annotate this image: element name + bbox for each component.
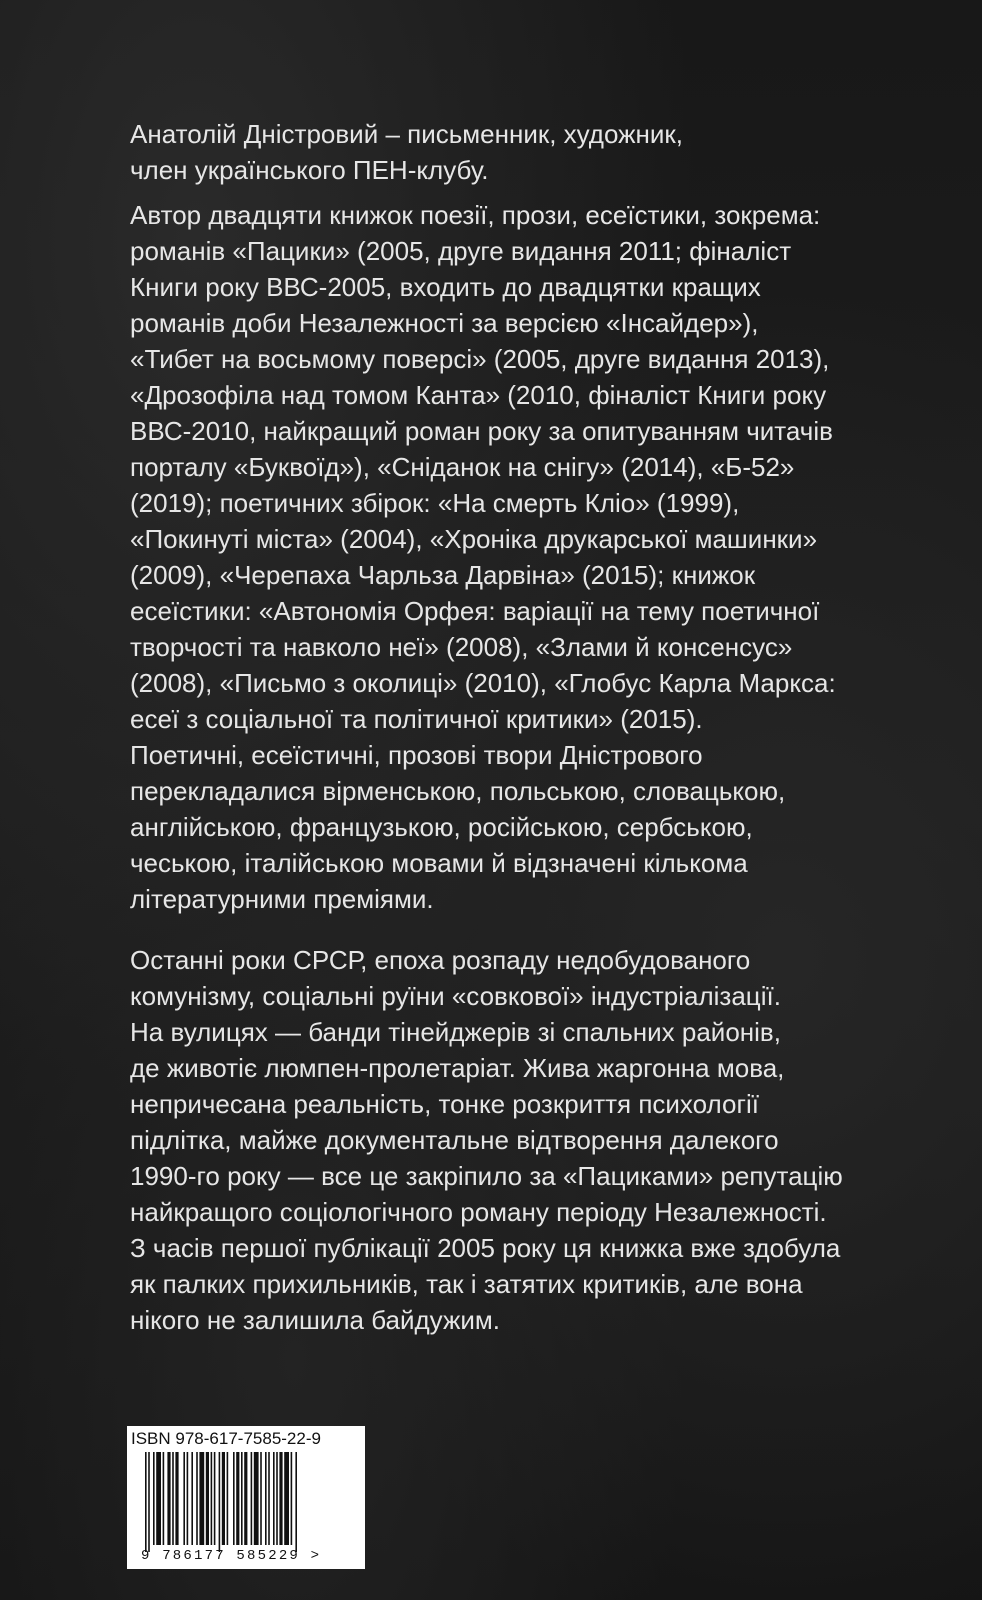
author-bibliography-line: «Дрозофіла над томом Канта» (2010, фіналіст Книги року <box>130 380 827 410</box>
barcode-bar <box>206 1452 209 1545</box>
barcode-bar <box>233 1452 235 1545</box>
book-synopsis-line: комунізму, соціальні руїни «совкової» індустріалізації. <box>130 981 781 1011</box>
author-bibliography-line: порталу «Буквоїд»), «Сніданок на снігу» (2014), «Б-52» <box>130 452 795 482</box>
book-synopsis-line: де животіє люмпен-пролетаріат. Жива жаргонна мова, <box>130 1053 785 1083</box>
barcode-bar <box>156 1452 161 1545</box>
author-intro <box>130 116 890 188</box>
book-synopsis-line: нікого не залишила байдужим. <box>130 1305 500 1335</box>
book-synopsis-line: Останні роки СРСР, епоха розпаду недобудованого <box>130 945 751 975</box>
author-bibliography-line: романів доби Незалежності за версією «Інсайдер»), <box>130 308 759 338</box>
author-bibliography-line: есеї з соціальної та політичної критики» (2015). <box>130 704 703 734</box>
barcode-bar <box>153 1452 155 1545</box>
book-synopsis-line: найкращого соціологічного роману періоду Незалежності. <box>130 1197 827 1227</box>
barcode-bar <box>183 1452 185 1545</box>
barcode-bar <box>187 1452 189 1545</box>
author-bibliography <box>130 197 890 917</box>
author-bibliography-line: «Покинуті міста» (2004), «Хроніка друкарської машинки» <box>130 524 818 554</box>
barcode-bar <box>260 1452 262 1545</box>
author-bibliography-line: перекладалися вірменською, польською, словацькою, <box>130 776 786 806</box>
barcode-bar <box>191 1452 193 1545</box>
barcode-bar <box>172 1452 174 1545</box>
author-bibliography-line: (2019); поетичних збірок: «На смерть Кліо» (1999), <box>130 488 740 518</box>
book-synopsis-line: З часів першої публікації 2005 року ця книжка вже здобула <box>130 1233 841 1263</box>
author-bibliography-line: «Тибет на восьмому поверсі» (2005, друге видання 2013), <box>130 344 830 374</box>
book-synopsis-line: як палких прихильників, так і затятих критиків, але вона <box>130 1269 803 1299</box>
barcode-bar <box>175 1452 178 1545</box>
author-intro-line: Анатолій Дністровий – письменник, художник, <box>130 119 684 149</box>
barcode-bar <box>291 1452 293 1545</box>
barcode-bar <box>295 1452 297 1552</box>
barcode-bar <box>163 1452 165 1545</box>
author-bibliography-line: ВВС-2010, найкращий роман року за опитуванням читачів <box>130 416 833 446</box>
book-synopsis <box>130 942 890 1338</box>
barcode-bar <box>241 1452 243 1545</box>
author-intro-line: член українського ПЕН-клубу. <box>130 155 489 185</box>
barcode-bar <box>251 1452 253 1545</box>
barcode-bar <box>167 1452 170 1545</box>
barcode-bar <box>279 1452 282 1545</box>
author-bibliography-line: (2008), «Письмо з околиці» (2010), «Глобус Карла Маркса: <box>130 668 836 698</box>
barcode-bar <box>145 1452 147 1552</box>
author-bibliography-line: есеїстики: «Автономія Орфея: варіації на тему поетичної <box>130 596 820 626</box>
author-bibliography-line: Автор двадцяти книжок поезії, прози, есеїстики, зокрема: <box>130 200 821 230</box>
barcode-bar <box>254 1452 259 1545</box>
barcode-bar <box>148 1452 150 1552</box>
book-synopsis-line: На вулицях — банди тінейджерів зі спальних районів, <box>130 1017 781 1047</box>
book-synopsis-line: 1990-го року — все це закріпило за «Пациками» репутацію <box>130 1161 843 1191</box>
barcode-bar <box>199 1452 204 1545</box>
isbn-number: ISBN 978-617-7585-22-9 <box>131 1429 321 1448</box>
book-synopsis-line: непричесана реальність, тонке розкриття психології <box>130 1089 759 1119</box>
author-bibliography-line: англійською, французькою, російською, сербською, <box>130 812 753 842</box>
barcode-bar <box>265 1452 267 1545</box>
isbn-barcode-block <box>127 1426 365 1569</box>
author-bibliography-line: творчості та навколо неї» (2008), «Злами й консенсус» <box>130 632 793 662</box>
barcode-bar <box>273 1452 275 1545</box>
barcode-bar <box>219 1452 221 1552</box>
barcode-digits: 9 786177 585229 > <box>141 1548 322 1564</box>
author-bibliography-line: Поетичні, есеїстичні, прозові твори Дністрового <box>130 740 703 770</box>
author-bibliography-line: чеською, італійською мовами й відзначені кількома <box>130 848 748 878</box>
barcode-bar <box>268 1452 270 1545</box>
author-bibliography-line: літературними преміями. <box>130 884 434 914</box>
author-bibliography-line: (2009), «Черепаха Чарльза Дарвіна» (2015); книжок <box>130 560 756 590</box>
barcode-bar <box>227 1452 229 1545</box>
barcode-bar <box>244 1452 247 1545</box>
barcode-bar <box>196 1452 198 1545</box>
author-bibliography-line: романів «Пацики» (2005, друге видання 2011; фіналіст <box>130 236 792 266</box>
barcode-bar <box>222 1452 225 1545</box>
barcode-bar <box>236 1452 239 1545</box>
barcode-bar <box>276 1452 278 1545</box>
book-synopsis-line: підлітка, майже документальне відтворення далекого <box>130 1125 779 1155</box>
author-bibliography-line: Книги року ВВС-2005, входить до двадцятки кращих <box>130 272 761 302</box>
barcode-bar <box>214 1452 216 1545</box>
barcode-bar <box>284 1452 289 1545</box>
barcode-bar <box>211 1452 213 1545</box>
